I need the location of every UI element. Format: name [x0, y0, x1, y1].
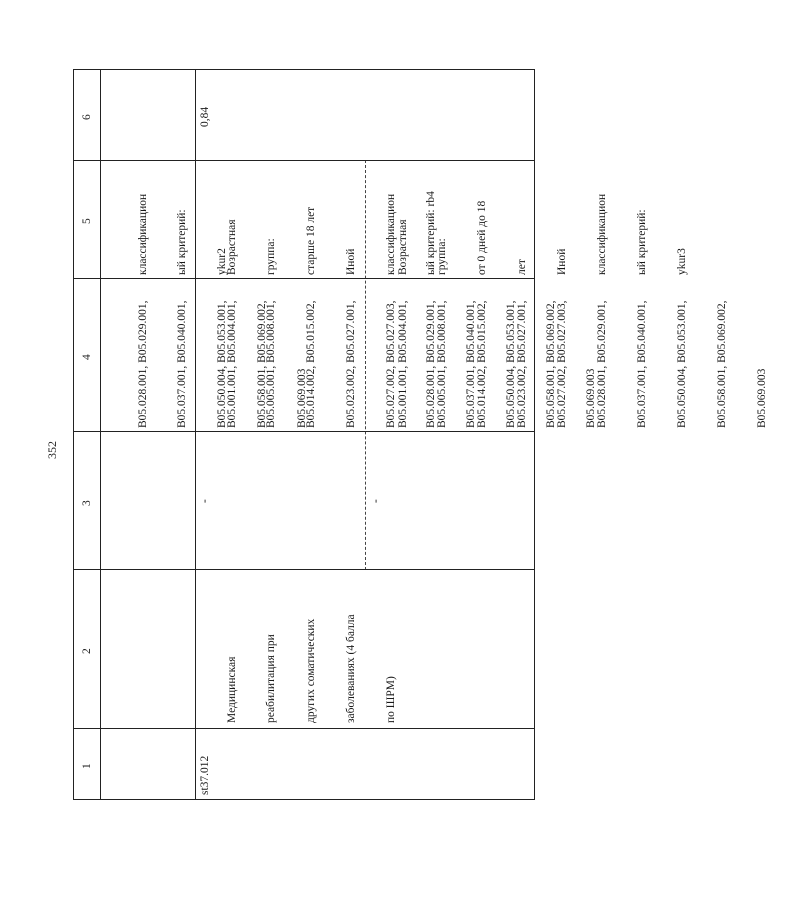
cell-line: В05.058.001, В05.069.002, [715, 300, 728, 428]
cell-line: В05.028.001, В05.029.001, [136, 300, 149, 428]
page-number: 352 [45, 441, 59, 459]
cell-line: Медицинская [225, 656, 238, 723]
cell-line: В05.037.001, В05.040.001, [176, 300, 189, 428]
column-separator-1-2 [73, 728, 535, 729]
cell-line: классификацион [385, 193, 398, 275]
header-row-separator [100, 69, 101, 800]
row-col3: - [199, 499, 211, 503]
cell-line: Возрастная [225, 219, 238, 275]
cell-line: старше 18 лет [305, 206, 318, 275]
coefficient-value: 0,84 [199, 106, 211, 127]
cell-line: В05.023.002, В05.027.001, [516, 300, 529, 428]
cell-line: В05.069.003 [296, 368, 309, 428]
cell-line: других соматических [305, 618, 318, 723]
cell-line: реабилитация при [265, 634, 278, 723]
cell-line: В05.050.004, В05.053.001, [504, 300, 517, 428]
table-border-top [73, 69, 535, 70]
cell-line: от 0 дней до 18 [476, 200, 489, 275]
cell-line: В05.058.001, В05.069.002, [256, 300, 269, 428]
column-separator-3-4 [73, 431, 535, 432]
cell-line: лет [516, 259, 529, 275]
column-separator-5-6 [73, 160, 535, 161]
cell-line: группа: [265, 238, 278, 275]
cell-line: В05.014.002, В05.015.002, [305, 300, 318, 428]
cell-line: Иной [345, 248, 358, 275]
cell-line: по ШРМ) [385, 676, 398, 723]
cell-line: В05.037.001, В05.040.001, [635, 300, 648, 428]
header-col-1: 1 [81, 763, 93, 769]
table-border-bottom [73, 799, 535, 800]
cell-line: группа: [436, 238, 449, 275]
header-col-2: 2 [81, 648, 93, 654]
cell-line: ykur3 [675, 248, 688, 275]
header-col-6: 6 [81, 114, 93, 120]
column-separator-2-3 [73, 569, 535, 570]
row-name [199, 614, 425, 723]
cell-line: В05.001.001, В05.004.001, [225, 300, 238, 428]
header-col-5: 5 [81, 218, 93, 224]
cell-line: В05.014.002, В05.015.002, [476, 300, 489, 428]
table-border-right [534, 69, 535, 800]
cell-line: В05.023.002, В05.027.001, [345, 300, 358, 428]
cell-line: В05.058.001, В05.069.002, [544, 300, 557, 428]
cell-line: ykur2 [216, 248, 229, 275]
cell-line: В05.005.001, В05.008.001, [265, 300, 278, 428]
subrow-col5 [370, 194, 716, 275]
row-separator-1 [195, 69, 196, 800]
cell-line: ый критерий: rb4 [425, 191, 438, 275]
subrow-col4 [370, 301, 796, 428]
table-border-left [73, 69, 74, 800]
cell-line: В05.037.001, В05.040.001, [464, 300, 477, 428]
cell-line: классификацион [596, 193, 609, 275]
cell-line: ый критерий: [176, 209, 189, 275]
cell-line: В05.028.001, В05.029.001, [596, 300, 609, 428]
header-col-3: 3 [81, 500, 93, 506]
cell-line: заболеваниях (4 балла [345, 614, 358, 723]
subrow-col3: - [370, 499, 382, 503]
cell-line: В05.069.003 [584, 368, 597, 428]
row-code: st37.012 [199, 755, 211, 795]
cell-line: В05.050.004, В05.053.001, [675, 300, 688, 428]
cell-line: В05.001.001, В05.004.001, [396, 300, 409, 428]
cell-line: В05.050.004, В05.053.001, [216, 300, 229, 428]
cell-line: В05.027.002, В05.027.003, [556, 300, 569, 428]
column-separator-4-5 [73, 278, 535, 279]
cell-line: В05.028.001, В05.029.001, [425, 300, 438, 428]
cell-line: ый критерий: [635, 209, 648, 275]
cell-line: Иной [556, 248, 569, 275]
cell-line: В05.005.001, В05.008.001, [436, 300, 449, 428]
cell-line: Возрастная [396, 219, 409, 275]
cell-line: В05.069.003 [755, 368, 768, 428]
cell-line: В05.027.002, В05.027.003, [385, 300, 398, 428]
cell-line: классификацион [136, 193, 149, 275]
header-col-4: 4 [81, 354, 93, 360]
